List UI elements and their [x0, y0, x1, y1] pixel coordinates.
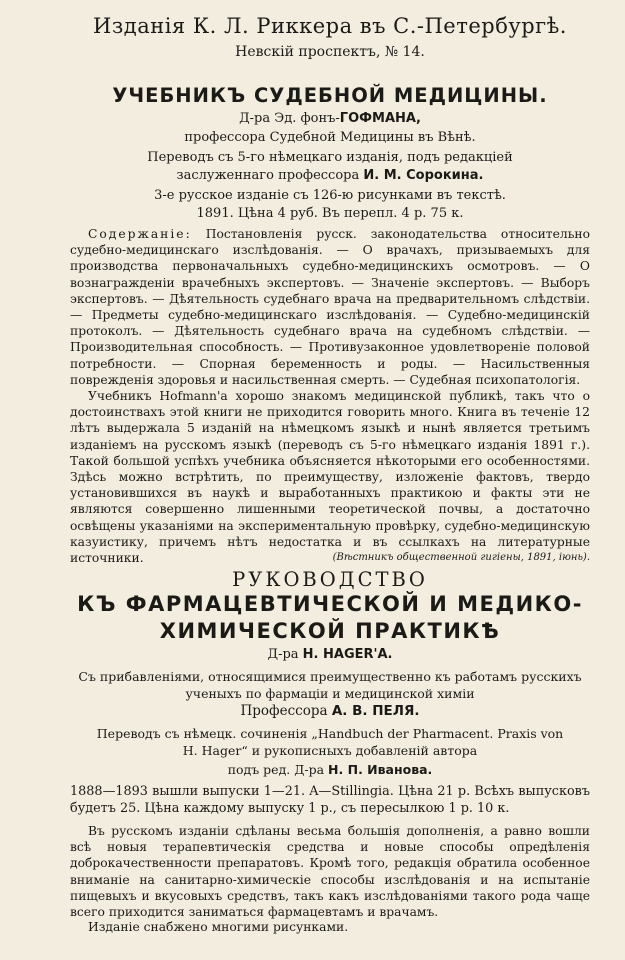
book2-author: [70, 647, 590, 662]
book1-translation-prefix: заслуженнаго профессора: [176, 168, 364, 183]
book2-editor-name: Н. П. Иванова.: [328, 762, 433, 777]
book1-author-position: профессора Судебной Медицины въ Вѣнѣ.: [184, 130, 476, 145]
book1-author-name: ГОФМАНА,: [339, 111, 421, 126]
book1-edition-line1: 3-е русское изданіе съ 126-ю рисунками въ текстѣ.: [154, 188, 506, 203]
book2-issues: 1888—1893 вышли выпуски 1—21. A—Stillingia. Цѣна 21 р. Всѣхъ выпусковъ будетъ 25. Цѣна каждому выпуску 1 р., съ пересылкою 1 р. 10 к.: [70, 784, 590, 816]
publisher-line: Изданія К. Л. Риккера въ С.-Петербургѣ.: [93, 14, 567, 38]
book2-professor: [70, 703, 590, 719]
book1-contents: [70, 226, 590, 388]
book2-illustrations-note: Изданіе снабжено многими рисунками.: [88, 920, 349, 934]
book1-review-source: (Вѣстникъ общественной гигіены, 1891, іюнь).: [332, 552, 590, 564]
book1-contents-label: Содержаніе:: [88, 227, 192, 241]
book1-contents-text: Постановленія русск. законодательства относительно судебно-медицинскаго изслѣдованія. — О врачахъ, призываемыхъ для производства первоначальныхъ судебно-медицинскихъ осмотровъ. — О вознагражденіи врачебныхъ экспертовъ. — Значеніе экспертовъ. — Выборъ экспертовъ. — Дѣятельность судебнаго врача на предварительномъ слѣдствіи. — Предметы судебно-медицинскаго изслѣдованія. — Судебно-медицинскій протоколъ. — Дѣятельность судебнаго врача на судебномъ слѣдствіи. — Производительная способность. — Противузаконное удовлетвореніе половой потребности. — Спорная беременность и роды. — Насильственныя поврежденія здоровья и насильственная смерть. — Судебная психопатологія.: [70, 227, 590, 387]
book2-supplement-line2: ученыхъ по фармаціи и медицинской химіи: [185, 686, 475, 701]
book1-edition-line2: 1891. Цѣна 4 руб. Въ перепл. 4 р. 75 к.: [196, 206, 464, 221]
book2-title-line2: ХИМИЧЕСКОЙ ПРАКТИКѢ: [159, 619, 501, 643]
book2-author-name: Н. HAGER'А.: [302, 647, 393, 662]
book1-translation-line1: Переводъ съ 5-го нѣмецкаго изданія, подъ редакціей: [147, 150, 513, 165]
book1-translation-editor: И. М. Сорокина.: [363, 168, 484, 183]
book1-author-prefix: Д-ра Эд. фонъ-: [239, 111, 340, 126]
book2-professor-name: А. В. ПЕЛЯ.: [331, 703, 420, 719]
book2-editor: [70, 762, 590, 777]
book2-description: Въ русскомъ изданіи сдѣланы весьма большія дополненія, а равно вошли всѣ новыя терапевтическія средства и новые способы опредѣленія доброкачественности препаратовъ. Кромѣ того, редакція обратила особенное вниманіе на санитарно-химическіе способы изслѣдованія и на испытаніе пищевыхъ и вкусовыхъ средствъ, такъ какъ изслѣдованіями такого рода чаще всего приходится заниматься фармацевтамъ и врачамъ.: [70, 824, 590, 920]
book2-title-line1: КЪ ФАРМАЦЕВТИЧЕСКОЙ И МЕДИКО-: [77, 592, 583, 616]
book2-editor-prefix: подъ ред. Д-ра: [227, 762, 329, 777]
book2-professor-prefix: Профессора: [240, 703, 332, 719]
book2-heading: РУКОВОДСТВО: [232, 568, 428, 591]
book1-translation-line2: [70, 168, 590, 183]
book2-author-prefix: Д-ра: [267, 647, 303, 662]
book1-author: [70, 111, 590, 126]
book1-review: [70, 388, 590, 566]
book2-translation-line1: Переводъ съ нѣмецк. сочиненія „Handbuch der Pharmacent. Praxis von: [96, 726, 564, 741]
publisher-address: Невскій проспектъ, № 14.: [235, 44, 425, 60]
book1-review-text: Учебникъ Hofmann'а хорошо знакомъ медицинской публикѣ, такъ что о достоинствахъ этой книги не приходится говорить много. Книга въ теченіе 12 лѣтъ выдержала 5 изданій на нѣмецкомъ языкѣ и нынѣ является третьимъ изданіемъ на русскомъ языкѣ (переводъ съ 5-го нѣмецкаго изданія 1891 г.). Такой большой успѣхъ учебника объясняется нѣкоторыми его особенностями. Здѣсь можно встрѣтить, по преимуществу, изложеніе фактовъ, твердо установившихся въ наукѣ и выработанныхъ практикою и факты эти не являются совершенно лишенными теоретической почвы, а достаточно освѣщены указаніями на экспериментальную провѣрку, судебно-медицинскую казуистику, причемъ нѣтъ недостатка и въ ссылкахъ на литературные источники.: [70, 389, 590, 566]
book2-translation-line2: H. Hager“ и рукописныхъ добавленій автора: [182, 743, 478, 758]
book2-supplement-line1: Съ прибавленіями, относящимися преимущественно къ работамъ русскихъ: [78, 669, 582, 684]
book1-title: УЧЕБНИКЪ СУДЕБНОЙ МЕДИЦИНЫ.: [112, 84, 548, 107]
